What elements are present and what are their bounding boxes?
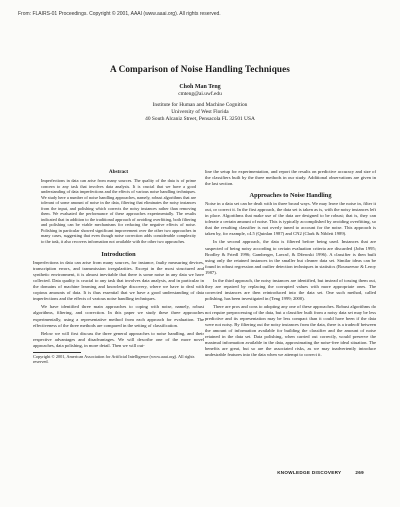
approaches-paragraph: In the second approach, the data is filtered before being used. Instances that are suspected of being noisy according to certain evaluation criteria are discarded (John 1995; Brodley & Friedl 1996; Gamberger, Lavrač, & Džeroski 1996). A classifier is then built using only the retained instances in the smaller but cleaner data set. Similar ideas can be found in robust regression and outlier detection techniques in statistics (Rousseeuw & Leroy 1987). [205, 239, 376, 275]
author-address: 40 South Alcaniz Street, Pensacola FL 32501 USA [145, 116, 255, 122]
right-column [205, 169, 376, 360]
introduction-paragraph: We have identified three main approaches to coping with noise, namely, robust algorithms, filtering, and correction. In this paper we study these three approaches experimentally, using a representative method from each approach for evaluation. The effectiveness of the three methods are compared in the setting of classification. [33, 304, 204, 328]
page-footer [277, 470, 364, 475]
copyright-divider [33, 352, 81, 353]
introduction-heading: Introduction [101, 251, 136, 259]
footer-journal-name: KNOWLEDGE DISCOVERY [277, 470, 342, 475]
copyright-notice: Copyright © 2001, American Association for Artificial Intelligence (www.aaai.org). All rights reserved. [33, 353, 195, 365]
author-university: University of West Florida [171, 109, 229, 115]
introduction-paragraph: Below we will first discuss the three general approaches to noise handling, and their respective advantages and disadvantages. We will describe one of the more novel approaches, data polishing, in more detail. Then we will out- [33, 330, 204, 348]
abstract-text: Imperfections in data can arise from many sources. The quality of the data is of prime concern to any task that involves data analysis. It is crucial that we have a good understanding of data imperfections and the effects of various noise handling techniques. We study here a number of noise handling approaches, namely, robust algorithms that are tolerant of some amount of noise in the data, filtering that eliminates the noisy instances from the input, and polishing which corrects the noisy instances rather than removing them. We evaluated the performance of these approaches experimentally. The results indicated that in addition to the traditional approach of avoiding overfitting, both filtering and polishing can be viable mechanisms for reducing the negative effects of noise. Polishing in particular showed significant improvement over the other two approaches in many cases, suggesting that even though noise correction adds considerable complexity to the task, it also recovers information not available with the other two approaches. [41, 178, 196, 244]
introduction-section [33, 252, 204, 349]
author-block [0, 84, 400, 123]
author-email: cmteng@ai.uwf.edu [178, 91, 222, 97]
author-name: Choh Man Teng [179, 84, 221, 90]
approaches-paragraph: Noise in a data set can be dealt with in three broad ways. We may leave the noise in, filter it out, or correct it. In the first approach, the data set is taken as is, with the noisy instances left in place. Algorithms that make use of the data are designed to be robust; that is, they can tolerate a certain amount of noise. This is typically accomplished by avoiding overfitting, so that the resulting classifier is not overly tuned to account for the noise. This approach is taken by, for example, c4.5 (Quinlan 1987) and CN2 (Clark & Niblett 1989). [205, 201, 376, 237]
page-number: 269 [355, 470, 364, 475]
approaches-paragraph: There are pros and cons to adopting any one of these approaches. Robust algorithms do not require preprocessing of the data, but a classifier built from a noisy data set may be less predictive and its representation may be less compact than it could have been if the data were not noisy. By filtering out the noisy instances from the data, there is a tradeoff between the amount of information available for building the classifier and the amount of noise retained in the data set. Data polishing, when carried out correctly, would preserve the maximal information available in the data, approximating the noise-free ideal situation. The benefits are great, but so are the associated risks, as we may inadvertently introduce undesirable features into the data when we attempt to correct it. [205, 303, 376, 358]
introduction-paragraph: Imperfections in data can arise from many sources, for instance, faulty measuring devices, transcription errors, and transmission irregularities. Except in the most structured and synthetic environment, it is almost inevitable that there is some noise in any data we have collected. Data quality is crucial to any task that involves data analysis, and in particular in the domains of machine learning and knowledge discovery, where we have to deal with copious amounts of data. It is thus essential that we have a good understanding of data imperfections and the effects of various noise handling techniques. [33, 260, 204, 302]
author-affiliation: Institute for Human and Machine Cognition [152, 102, 248, 108]
approaches-paragraph: In the third approach, the noisy instances are identified, but instead of tossing them out, they are repaired by replacing the corrupted values with more appropriate ones. The corrected instances are then reintroduced into the data set. One such method, called polishing, has been investigated in (Teng 1999; 2000). [205, 277, 376, 301]
continued-paragraph: line the setup for experimentation, and report the results on predictive accuracy and size of the classifiers built by the three methods in our study. Additional observations are given in the last section. [205, 169, 376, 187]
left-column [33, 169, 204, 365]
paper-title: A Comparison of Noise Handling Techniques [110, 64, 290, 74]
approaches-heading: Approaches to Noise Handling [249, 192, 332, 200]
proceedings-header-note: From: FLAIRS-01 Proceedings. Copyright © 2001, AAAI (www.aaai.org). All rights reserved. [18, 11, 221, 17]
abstract-heading: Abstract [108, 169, 129, 175]
